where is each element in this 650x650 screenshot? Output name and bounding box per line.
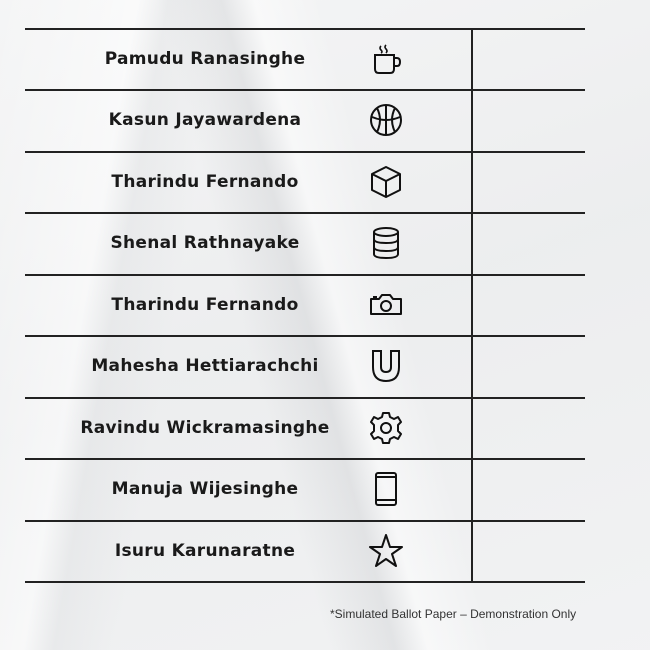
candidate-name: Manuja Wijesinghe	[111, 478, 299, 499]
ballot-table	[25, 28, 585, 581]
candidate-name: Tharindu Fernando	[111, 294, 299, 315]
database-icon	[369, 226, 403, 260]
ballot-row	[25, 458, 585, 519]
ballot-row	[25, 274, 585, 335]
magnet-icon	[369, 349, 403, 383]
vote-mark-box[interactable]	[474, 460, 585, 518]
vote-mark-box[interactable]	[474, 399, 585, 457]
vote-mark-box[interactable]	[474, 214, 585, 272]
vote-mark-box[interactable]	[474, 91, 585, 149]
ballot-row	[25, 89, 585, 150]
ballot-row	[25, 28, 585, 89]
gear-icon	[369, 411, 403, 445]
ballot-row	[25, 212, 585, 273]
candidate-name: Tharindu Fernando	[111, 171, 299, 192]
candidate-name: Pamudu Ranasinghe	[104, 48, 306, 69]
vote-mark-box[interactable]	[474, 153, 585, 211]
smartphone-icon	[369, 472, 403, 506]
candidate-name: Kasun Jayawardena	[108, 109, 302, 130]
coffee-cup-icon	[369, 42, 403, 76]
ballot-row	[25, 335, 585, 396]
star-icon	[369, 534, 403, 568]
vote-mark-box[interactable]	[474, 276, 585, 334]
candidate-name: Shenal Rathnayake	[110, 232, 300, 253]
row-divider	[25, 581, 585, 583]
candidate-name: Ravindu Wickramasinghe	[80, 417, 330, 438]
disclaimer-footnote: *Simulated Ballot Paper – Demonstration Only	[330, 607, 577, 621]
cube-icon	[369, 165, 403, 199]
vote-mark-box[interactable]	[474, 30, 585, 88]
ballot-row	[25, 520, 585, 581]
camera-icon	[369, 288, 403, 322]
candidate-name: Mahesha Hettiarachchi	[91, 355, 319, 376]
basketball-icon	[369, 103, 403, 137]
ballot-row	[25, 397, 585, 458]
candidate-name: Isuru Karunaratne	[114, 540, 296, 561]
vote-mark-box[interactable]	[474, 522, 585, 580]
ballot-row	[25, 151, 585, 212]
vote-mark-box[interactable]	[474, 337, 585, 395]
